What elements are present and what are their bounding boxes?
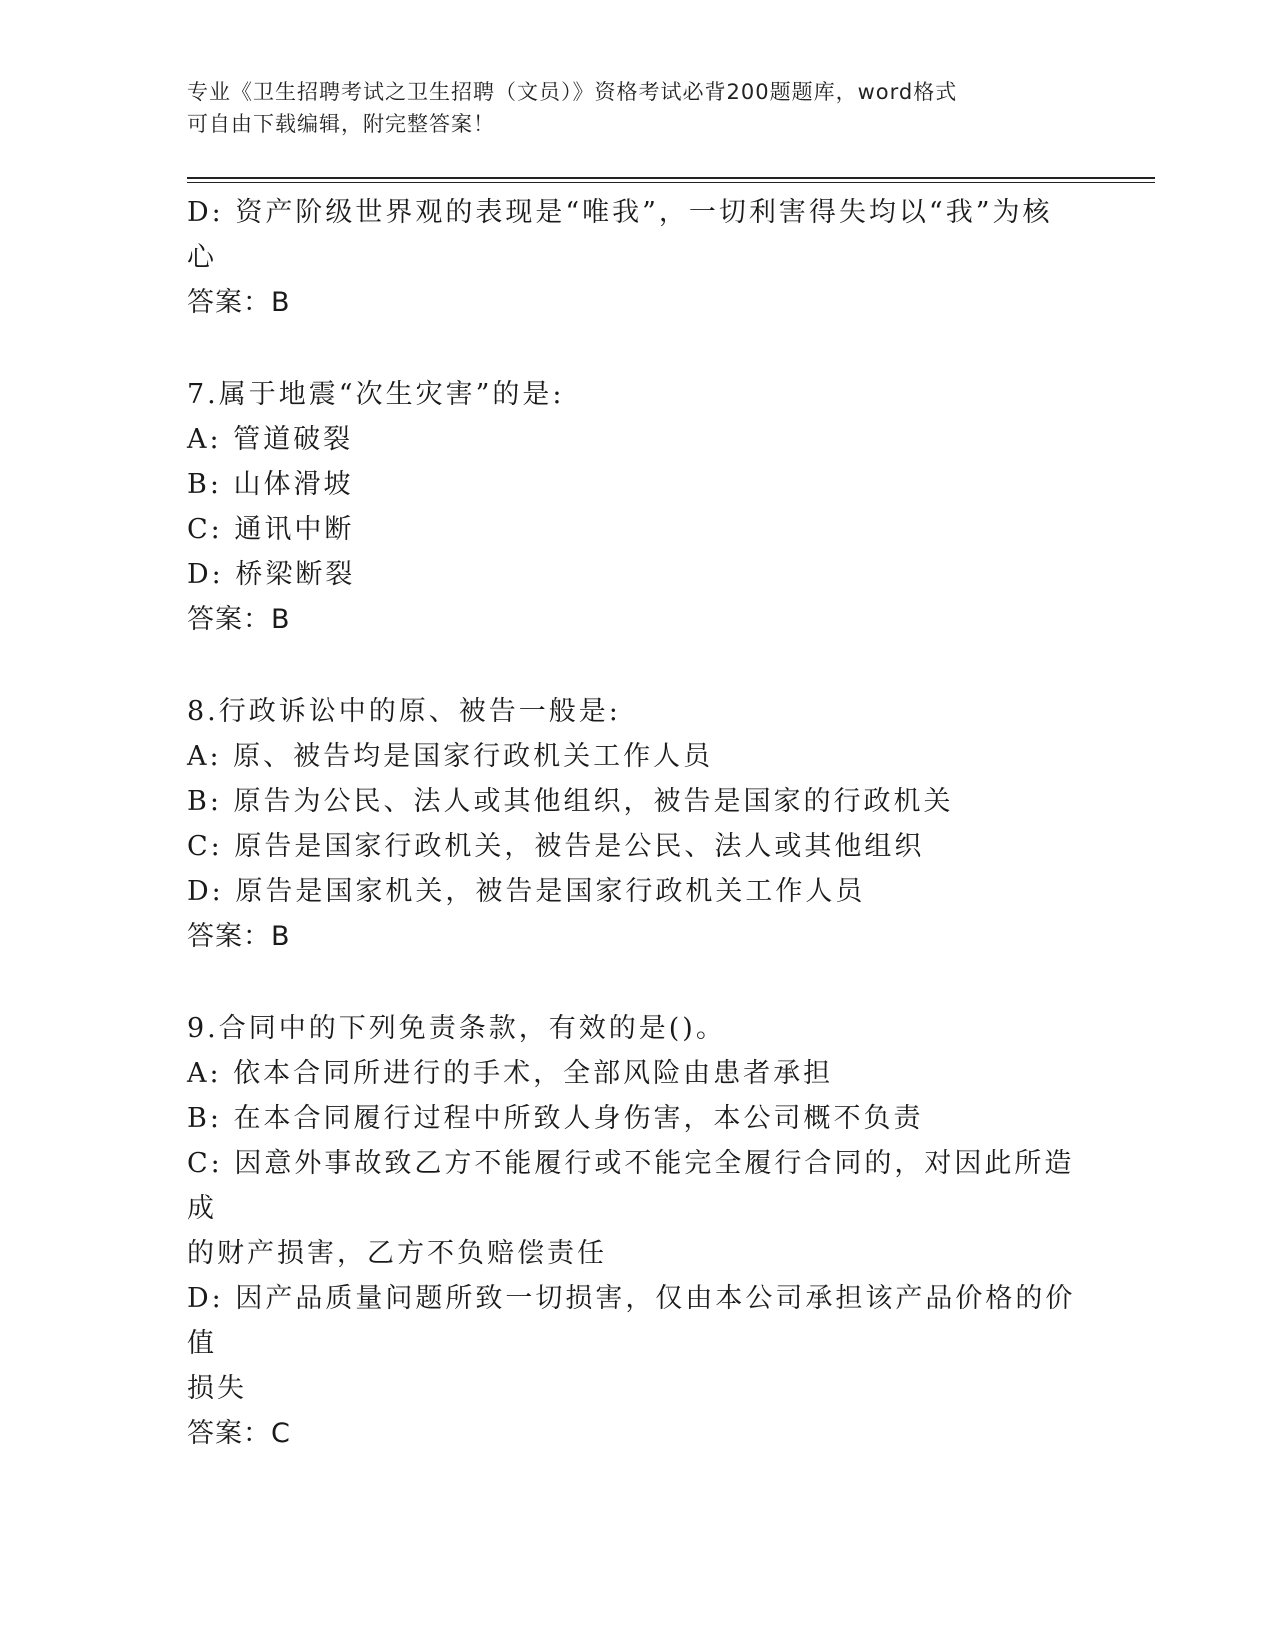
option-d: D: 资产阶级世界观的表现是“唯我”，一切利害得失均以“我”为核 [187, 197, 1053, 228]
question-block-7 [187, 372, 1087, 642]
header-title-line2: 可自由下载编辑，附完整答案！ [187, 112, 495, 136]
option-a: A: 依本合同所进行的手术，全部风险由患者承担 [187, 1058, 834, 1089]
header-divider-thin [187, 182, 1155, 183]
option-a: A: 原、被告均是国家行政机关工作人员 [187, 741, 714, 772]
option-c: C: 原告是国家行政机关，被告是公民、法人或其他组织 [187, 831, 925, 862]
option-d: D: 桥梁断裂 [187, 559, 356, 590]
question-text: 8.行政诉讼中的原、被告一般是: [187, 696, 621, 727]
option-d: D: 原告是国家机关，被告是国家行政机关工作人员 [187, 876, 866, 907]
answer-line: 答案：B [187, 921, 291, 952]
option-d-continued: 损失 [187, 1373, 247, 1404]
question-text: 7.属于地震“次生灾害”的是: [187, 379, 565, 410]
question-block-8 [187, 689, 1087, 959]
question-content [187, 190, 1087, 1456]
spacer [187, 325, 1087, 372]
option-d: D: 因产品质量问题所致一切损害，仅由本公司承担该产品价格的价值 [187, 1283, 1076, 1359]
option-c: C: 因意外事故致乙方不能履行或不能完全履行合同的，对因此所造成 [187, 1148, 1075, 1224]
option-a: A: 管道破裂 [187, 424, 354, 455]
spacer [187, 959, 1087, 1006]
option-c: C: 通讯中断 [187, 514, 355, 545]
spacer [187, 642, 1087, 689]
answer-line: 答案：B [187, 287, 291, 318]
header-divider-thick [187, 177, 1155, 179]
question-block-6 [187, 190, 1087, 325]
page-header [187, 76, 1067, 140]
option-b: B: 山体滑坡 [187, 469, 354, 500]
answer-line: 答案：B [187, 604, 291, 635]
header-title-line1: 专业《卫生招聘考试之卫生招聘（文员）》资格考试必背200题题库，word格式 [187, 80, 958, 104]
answer-line: 答案：C [187, 1418, 291, 1449]
question-block-9 [187, 1006, 1087, 1456]
option-c-continued: 的财产损害，乙方不负赔偿责任 [187, 1238, 607, 1269]
option-b: B: 原告为公民、法人或其他组织，被告是国家的行政机关 [187, 786, 954, 817]
option-d-continued: 心 [187, 242, 217, 273]
question-text: 9.合同中的下列免责条款，有效的是()。 [187, 1013, 726, 1044]
option-b: B: 在本合同履行过程中所致人身伤害，本公司概不负责 [187, 1103, 924, 1134]
